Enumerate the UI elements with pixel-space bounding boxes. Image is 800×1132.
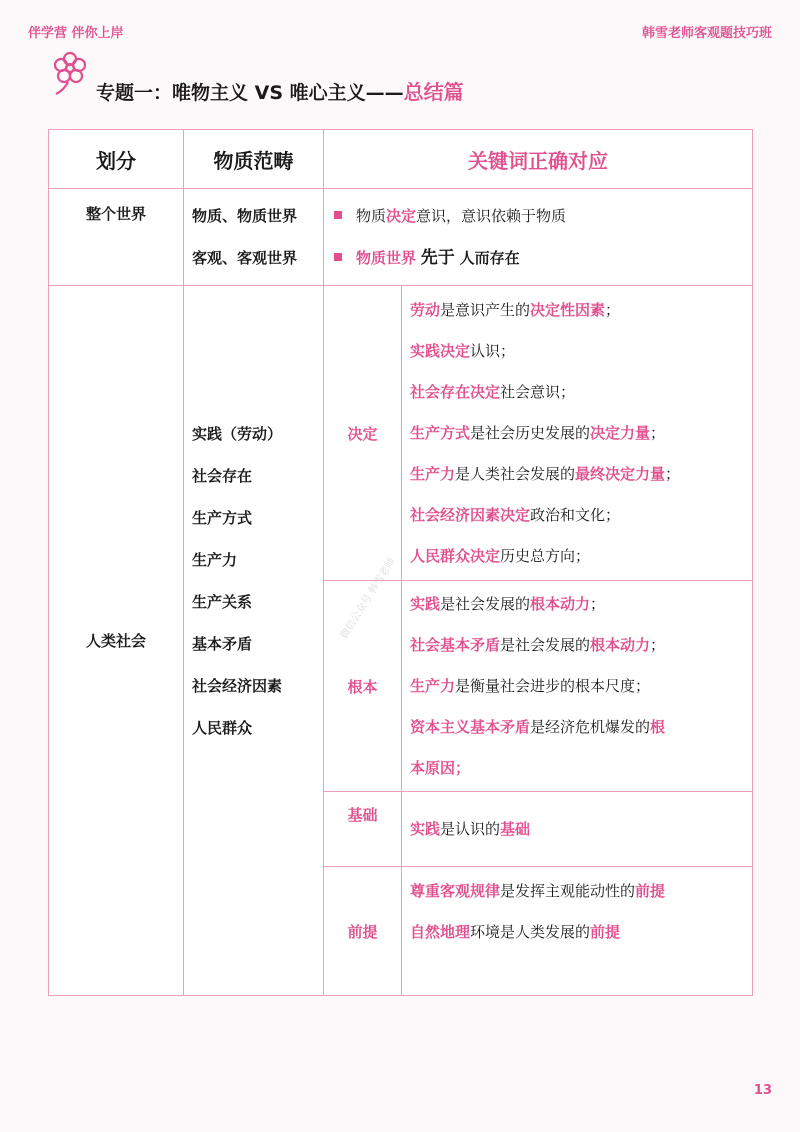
page-number: 13 — [753, 1083, 772, 1098]
society-scope-item: 社会存在 — [192, 467, 253, 485]
relation-decide: 决定 — [324, 286, 402, 581]
header-left-brand: 伴学营 伴你上岸 — [28, 26, 124, 41]
world-row — [49, 189, 753, 286]
society-scope-item: 生产方式 — [192, 509, 253, 527]
kw-line: 劳动是意识产生的决定性因素； — [410, 300, 621, 319]
society-scope-item: 实践（劳动） — [192, 425, 283, 443]
kw-line: 社会基本矛盾是社会发展的根本动力； — [410, 635, 666, 654]
bullet-icon — [334, 211, 342, 219]
table-header-row — [49, 130, 753, 189]
world-line-1-a: 物质 — [356, 207, 387, 225]
kw-line: 实践是认识的基础 — [410, 819, 531, 838]
world-scope-2: 客观、客观世界 — [192, 249, 298, 267]
header-right-course: 韩雪老师客观题技巧班 — [641, 26, 772, 41]
relation-premise: 前提 — [324, 867, 402, 996]
decide-keywords — [402, 286, 753, 581]
world-label: 整个世界 — [49, 189, 184, 286]
header-material-category: 物质范畴 — [184, 130, 324, 189]
kw-line: 生产力是人类社会发展的最终决定力量； — [410, 464, 681, 483]
world-scope — [184, 189, 324, 286]
society-scope-item: 人民群众 — [192, 719, 253, 737]
kw-line: 社会存在决定社会意识； — [410, 382, 576, 401]
kw-line: 资本主义基本矛盾是经济危机爆发的根 — [410, 717, 666, 736]
kw-line: 实践是社会发展的根本动力； — [410, 594, 606, 613]
world-scope-1: 物质、物质世界 — [192, 207, 298, 225]
society-scope — [184, 286, 324, 996]
society-scope-item: 社会经济因素 — [192, 677, 283, 695]
watermark: 微信公众号 韩雪老师 — [338, 556, 398, 641]
root-keywords — [402, 581, 753, 792]
world-line-2 — [324, 237, 752, 279]
bullet-icon — [334, 253, 342, 261]
society-label: 人类社会 — [49, 286, 184, 996]
title-accent: 总结篇 — [403, 80, 464, 104]
kw-line: 社会经济因素决定政治和文化； — [410, 505, 621, 524]
premise-keywords — [402, 867, 753, 996]
header-division: 划分 — [49, 130, 184, 189]
flower-icon — [50, 50, 90, 98]
kw-line: 生产力是衡量社会进步的根本尺度； — [410, 676, 651, 695]
summary-table — [48, 129, 753, 996]
title-prefix: 专题一：唯物主义 VS 唯心主义—— — [96, 82, 404, 104]
kw-line: 本原因； — [410, 758, 471, 777]
header-keywords: 关键词正确对应 — [324, 130, 753, 189]
relation-root: 根本 — [324, 581, 402, 792]
kw-line: 尊重客观规律是发挥主观能动性的前提 — [410, 882, 666, 900]
society-scope-item: 生产关系 — [192, 593, 253, 611]
kw-line: 人民群众决定历史总方向； — [410, 546, 591, 565]
world-line-1 — [324, 195, 752, 237]
society-row-decide — [49, 286, 753, 581]
society-scope-item: 基本矛盾 — [192, 635, 253, 653]
kw-line: 自然地理环境是人类发展的前提 — [410, 923, 621, 941]
society-scope-item: 生产力 — [192, 551, 238, 569]
world-line-2-c: 人而存在 — [459, 249, 520, 267]
world-line-1-b: 决定 — [386, 207, 417, 225]
basis-keywords — [402, 792, 753, 867]
kw-line: 实践决定认识； — [410, 341, 516, 360]
world-line-1-c: 意识，意识依赖于物质 — [416, 207, 567, 225]
world-line-2-a: 物质世界 — [356, 249, 417, 267]
world-keywords — [324, 189, 753, 286]
kw-line: 生产方式是社会历史发展的决定力量； — [410, 423, 666, 442]
world-line-2-b: 先于 — [420, 248, 455, 268]
relation-basis: 基础 — [324, 792, 402, 867]
page-title — [96, 76, 464, 105]
